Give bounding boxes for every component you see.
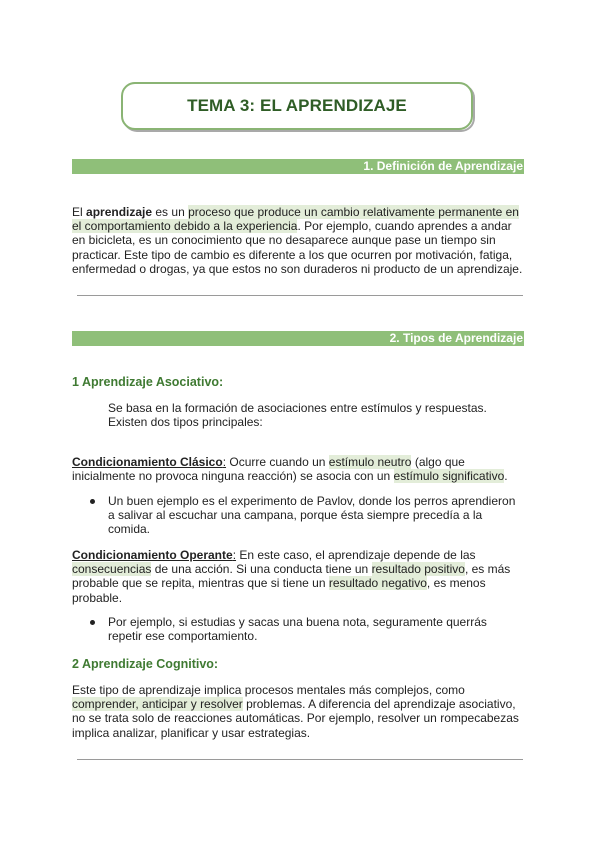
highlight-resultado-negativo: resultado negativo xyxy=(328,576,427,591)
highlight-estimulo-significativo: estímulo significativo xyxy=(393,469,505,484)
text-run: Ocurre cuando un xyxy=(226,455,329,469)
page-title: TEMA 3: EL APRENDIZAJE xyxy=(187,96,407,115)
term-sep: : xyxy=(222,455,227,469)
divider xyxy=(77,759,523,760)
operante-paragraph xyxy=(72,548,527,605)
term-clasico: Condicionamiento Clásico xyxy=(72,455,223,469)
highlight-estimulo-neutro: estímulo neutro xyxy=(328,455,412,469)
asociativo-intro: Se basa en la formación de asociaciones entre estímulos y respuestas. Existen dos tipos principales: xyxy=(108,401,487,430)
highlight-consecuencias: consecuencias xyxy=(72,562,152,577)
title-box xyxy=(121,82,473,130)
highlight-resultado-positivo: resultado positivo xyxy=(371,562,465,577)
term-aprendizaje: aprendizaje xyxy=(86,205,153,219)
term-sep: : xyxy=(232,548,237,562)
definition-paragraph xyxy=(72,205,527,276)
text-run: (algo que inicialmente no provoca ninguna reacción) se asocia con un xyxy=(72,455,465,484)
text-run: En este caso, el aprendizaje depende de las xyxy=(236,548,476,562)
text-run: , es menos probable. xyxy=(72,576,486,605)
bullet-pavlov: Un buen ejemplo es el experimento de Pavlov, donde los perros aprendieron a salivar al escuchar una campana, porque ésta siempre precedía a la comida. xyxy=(108,494,516,537)
clasico-paragraph xyxy=(72,455,527,483)
text-run: problemas. A diferencia del aprendizaje asociativo, no se trata solo de reacciones automáticas. Por ejemplo, resolver un rompecabezas implica analizar, planificar y usar estrategias. xyxy=(72,697,519,740)
bullet-dot xyxy=(90,499,95,504)
subheading-asociativo: 1 Aprendizaje Asociativo: xyxy=(72,375,224,389)
section-heading-definicion: 1. Definición de Aprendizaje xyxy=(72,159,524,174)
bullet-nota: Por ejemplo, si estudias y sacas una buena nota, seguramente querrás repetir ese comportamiento. xyxy=(108,615,487,644)
subheading-cognitivo: 2 Aprendizaje Cognitivo: xyxy=(72,657,219,671)
text-run: es un xyxy=(152,205,189,219)
highlight-definition: proceso que produce un cambio relativamente permanente en el comportamiento debido a la experiencia xyxy=(72,205,519,234)
text-run: de una acción. Si una conducta tiene un xyxy=(151,562,372,577)
section-heading-tipos: 2. Tipos de Aprendizaje xyxy=(72,331,524,346)
divider xyxy=(77,295,523,296)
text-run: , es más probable que se repita, mientras que si tiene un xyxy=(72,562,511,591)
cognitivo-paragraph xyxy=(72,683,527,740)
highlight-comprender: comprender, anticipar y resolver xyxy=(72,697,243,712)
text-run: . xyxy=(504,469,508,484)
text-run: El xyxy=(72,205,87,219)
text-run: . Por ejemplo, cuando aprendes a andar en bicicleta, es un conocimiento que no desaparece aunque pase un tiempo sin practicar. Este tipo de cambio es diferente a los que ocurren por motivación, fatiga, enfermedad o drogas, ya que estos no son duraderos ni producto de un aprendizaje. xyxy=(72,219,523,276)
term-operante: Condicionamiento Operante xyxy=(72,548,233,562)
text-run: Este tipo de aprendizaje implica procesos mentales más complejos, como xyxy=(72,683,465,697)
bullet-dot xyxy=(90,620,95,625)
